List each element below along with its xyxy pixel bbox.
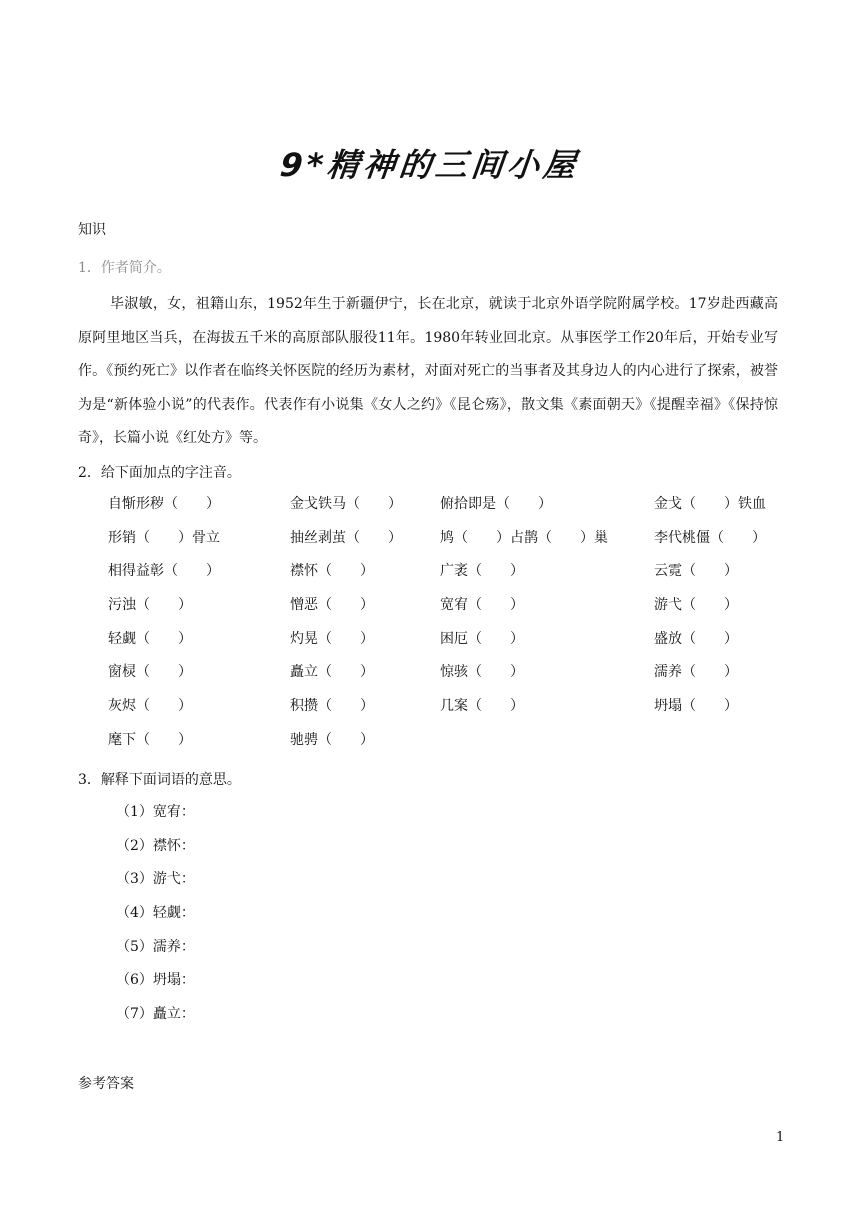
question-1-heading: 1．作者简介。 (78, 260, 171, 276)
grid-cell: 轻觑（ ） (108, 630, 192, 647)
grid-cell: 惊骇（ ） (440, 664, 524, 681)
grid-cell: 憎恶（ ） (290, 597, 374, 614)
grid-cell: 污浊（ ） (108, 597, 192, 614)
grid-cell: 鸠（ ）占鹊（ ）巢 (440, 529, 608, 546)
grid-cell: 宽宥（ ） (440, 597, 524, 614)
grid-cell: 广袤（ ） (440, 563, 524, 580)
definition-item: （5）濡养： (116, 938, 195, 955)
grid-cell: 困厄（ ） (440, 630, 524, 647)
grid-row (108, 629, 798, 663)
grid-cell: 矗立（ ） (290, 664, 374, 681)
grid-cell: 云霓（ ） (654, 563, 738, 580)
grid-row (108, 528, 798, 562)
grid-cell: 形销（ ）骨立 (108, 529, 220, 546)
grid-cell: 几案（ ） (440, 698, 524, 715)
definition-item: （2）襟怀： (116, 837, 195, 854)
grid-row (108, 494, 798, 528)
question-2-heading: 2．给下面加点的字注音。 (78, 465, 241, 481)
definition-item: （4）轻觑： (116, 905, 195, 922)
definition-list (116, 802, 195, 1038)
grid-row (108, 662, 798, 696)
grid-cell: 坍塌（ ） (654, 698, 738, 715)
pinyin-exercise-grid (108, 494, 798, 764)
grid-cell: 抽丝剥茧（ ） (290, 529, 402, 546)
grid-cell: 相得益彰（ ） (108, 563, 220, 580)
section-label: 知识 (78, 222, 106, 238)
grid-cell: 金戈（ ）铁血 (654, 496, 766, 512)
grid-cell: 金戈铁马（ ） (290, 496, 402, 512)
grid-cell: 李代桃僵（ ） (654, 529, 766, 546)
grid-row (108, 730, 798, 764)
grid-row (108, 561, 798, 595)
grid-cell: 俯拾即是（ ） (440, 496, 552, 512)
page-title: 9*精神的三间小屋 (278, 146, 582, 184)
grid-cell: 盛放（ ） (654, 630, 738, 647)
grid-cell: 襟怀（ ） (290, 563, 374, 580)
grid-row (108, 696, 798, 730)
grid-cell: 麾下（ ） (108, 731, 192, 748)
grid-cell: 窗棂（ ） (108, 664, 192, 681)
grid-cell: 自惭形秽（ ） (108, 496, 220, 512)
grid-cell: 驰骋（ ） (290, 731, 374, 748)
definition-item: （3）游弋： (116, 871, 195, 888)
definition-item: （1）宽宥： (116, 804, 195, 820)
grid-cell: 濡养（ ） (654, 664, 738, 681)
page-number: 1 (776, 1130, 785, 1145)
question-3-heading: 3．解释下面词语的意思。 (78, 772, 241, 788)
grid-row (108, 595, 798, 629)
definition-item: （6）坍塌： (116, 972, 195, 989)
grid-cell: 积攒（ ） (290, 698, 374, 715)
grid-cell: 灰烬（ ） (108, 698, 192, 715)
grid-cell: 灼晃（ ） (290, 630, 374, 647)
grid-cell: 游弋（ ） (654, 597, 738, 614)
author-bio-paragraph: 毕淑敏，女，祖籍山东，1952年生于新疆伊宁，长在北京，就读于北京外语学院附属学校。17岁赴西藏高原阿里地区当兵，在海拔五千米的高原部队服役11年。1980年转业回北京。从事医学工作20年后，开始专业写作。《预约死亡》以作者在临终关怀医院的经历为素材，对面对死亡的当事者及其身边人的内心进行了探索，被誉为是“新体验小说”的代表作。代表作有小说集《女人之约》《昆仑殇》，散文集《素面朝天》《提醒幸福》《保持惊奇》，长篇小说《红处方》等。 (78, 296, 778, 446)
definition-item: （7）矗立： (116, 1006, 195, 1023)
answer-label: 参考答案 (78, 1076, 134, 1092)
